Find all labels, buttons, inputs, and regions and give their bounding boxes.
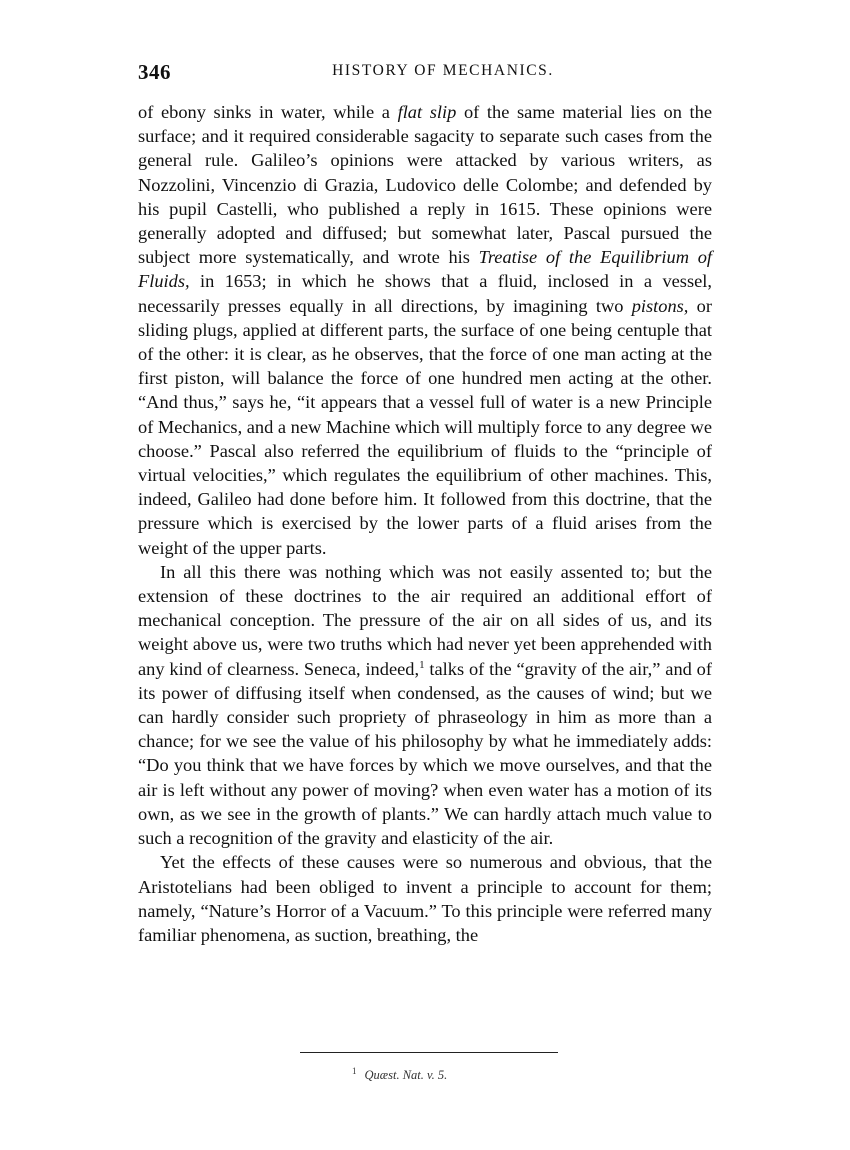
text-segment: of the same material lies on the surface; and it required considerable sagacity to separate such cases from the general rule. Galileo’s opinions were attacked by various writers, as Nozzolini, Vincenzio di Grazia, Ludovico delle Colombe; and defended by his pupil Castelli, who published a reply in 1615. These opinions were generally adopted and diffused; but somewhat later, Pascal pursued the subject more systematically, and wrote his (138, 102, 712, 268)
paragraph (138, 560, 712, 850)
body-text (138, 100, 712, 947)
italic-text: flat slip (397, 102, 457, 122)
italic-text: pistons, (631, 295, 689, 316)
paragraph (138, 850, 712, 947)
page-number: 346 (138, 60, 171, 84)
italic-text: Treatise of the Equilibrium of Fluids, (138, 247, 712, 292)
text-segment: in 1653; in which he shows that a fluid, inclosed in a vessel, necessarily presses equally in all directions, by imagining two (138, 271, 712, 316)
text-segment: talks of the “gravity of the air,” and of its power of diffusing itself when condensed, as the causes of wind; but we can hardly consider such propriety of phraseology in him as more than a chance; for we see the value of his philosophy by what he immediately adds: “Do you think that we have forces by which we move ourselves, and that the air is left without any power of moving? when even water has a motion of its own, as we see in the growth of plants.” We can hardly attach much value to such a recognition of the gravity and elasticity of the air. (138, 658, 712, 849)
footnote-rule (300, 1052, 558, 1053)
footnote (352, 1066, 447, 1083)
footnote-mark: 1 (352, 1066, 357, 1076)
text-segment: In all this there was nothing which was not easily assented to; but the extension of these doctrines to the air required an additional effort of mechanical conception. The pressure of the air on all sides of us, and its weight above us, were two truths which had never yet been apprehended with any kind of clearness. Seneca, indeed, (138, 561, 712, 679)
text-segment: or sliding plugs, applied at different parts, the surface of one being centuple that of the other: it is clear, as he observes, that the force of one man acting at the first piston, will balance the force of one hundred men acting at the other. “And thus,” says he, “it appears that a vessel full of water is a new Principle of Mechanics, and a new Machine which will multiply force to any degree we choose.” Pascal also referred the equilibrium of fluids to the “principle of virtual velocities,” which regulates the equilibrium of other machines. This, indeed, Galileo had done before him. It followed from this doctrine, that the pressure which is exercised by the lower parts of a fluid arises from the weight of the upper parts. (138, 295, 712, 558)
running-title: HISTORY OF MECHANICS. (332, 62, 554, 79)
text-segment: Yet the effects of these causes were so numerous and obvious, that the Aristotelians had been obliged to invent a principle to account for them; namely, “Nature’s Horror of a Vacuum.” To this principle were referred many familiar phenomena, as suction, breathing, the (138, 852, 712, 945)
text-segment: of ebony sinks in water, while a (138, 102, 398, 122)
paragraph (138, 100, 712, 560)
footnote-reference: 1 (419, 658, 425, 671)
footnote-text: Quæst. Nat. v. 5. (364, 1068, 448, 1083)
